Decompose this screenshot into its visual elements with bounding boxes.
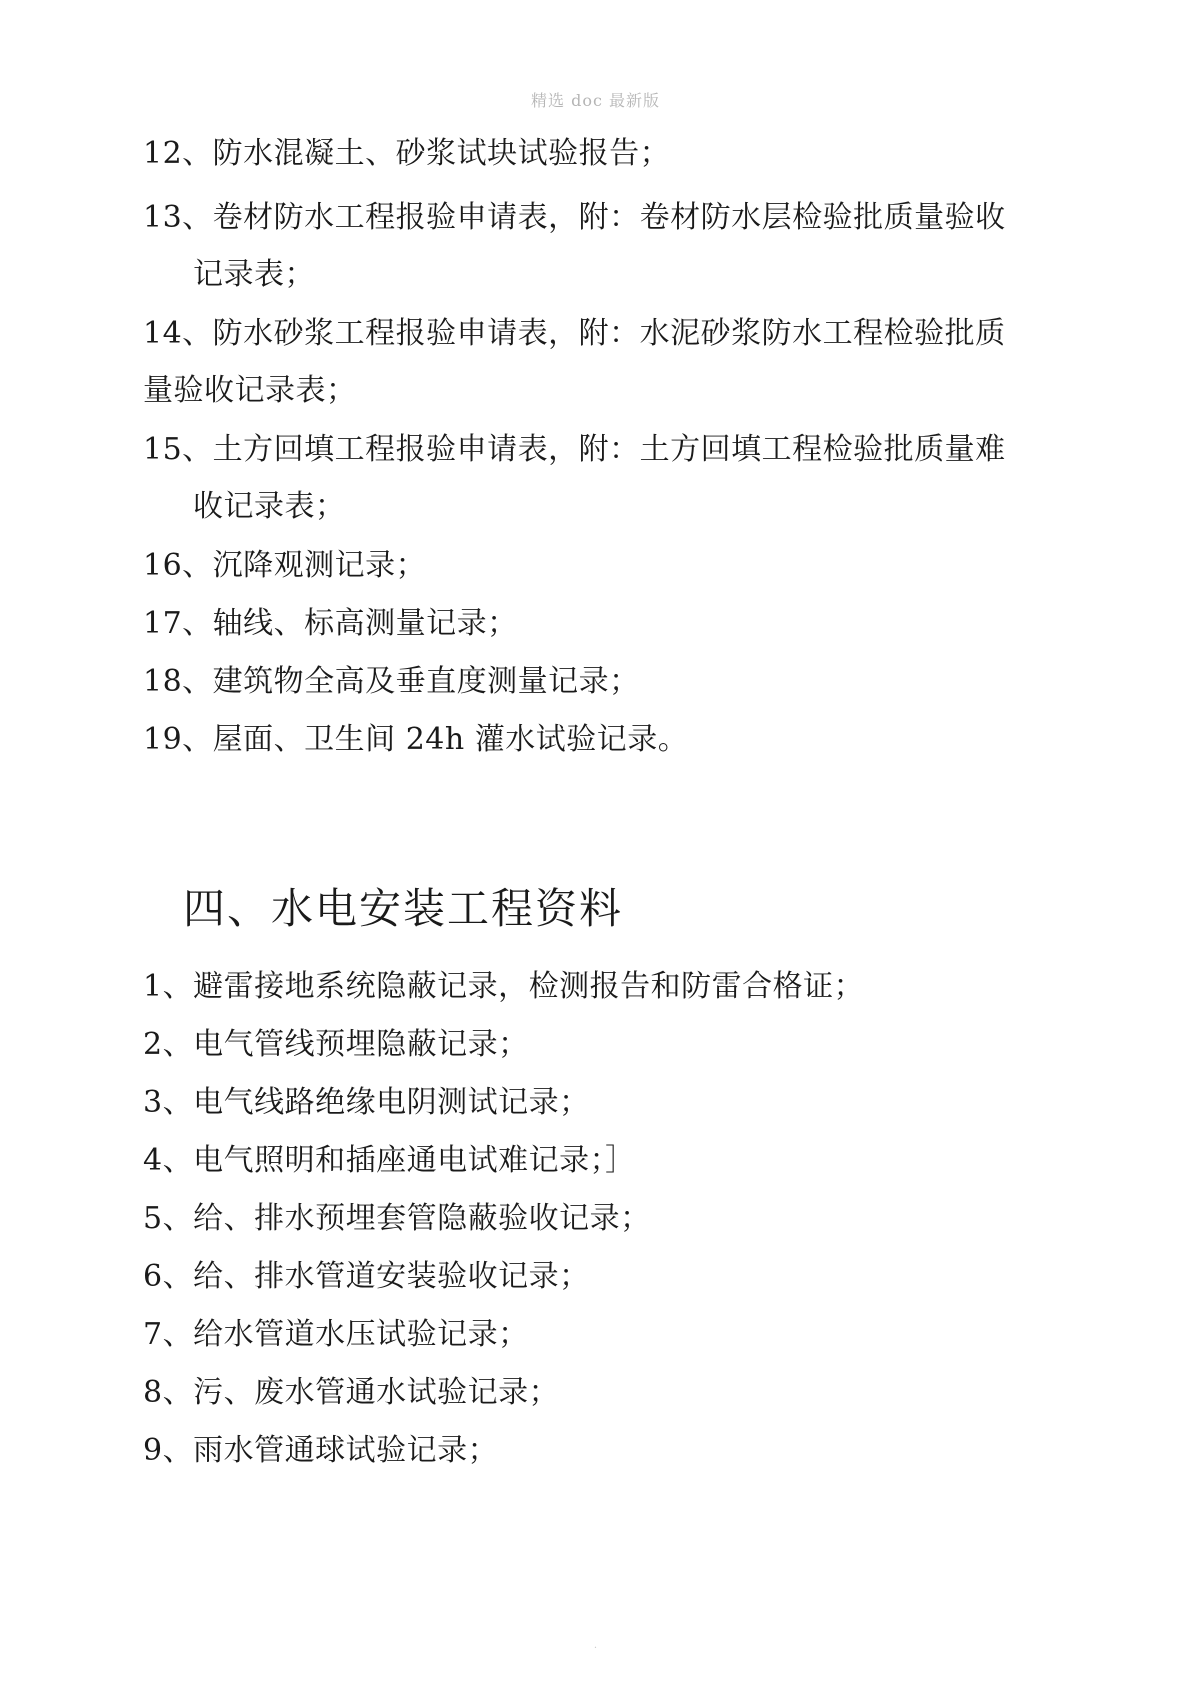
list-item-continuation: 收记录表；: [193, 489, 346, 524]
list-item-14-cont: [143, 359, 1061, 423]
list-item-text: 14、防水砂浆工程报验申请表，附：水泥砂浆防水工程检验批质: [143, 316, 1006, 351]
list-item-13-cont: [143, 243, 1061, 307]
list-item-continuation: 记录表；: [193, 257, 315, 292]
list-item-b5: [143, 1187, 1061, 1251]
list-item-text: 17、轴线、标高测量记录；: [143, 606, 518, 641]
list-item-text: 3、电气线路绝缘电阴测试记录；: [143, 1085, 590, 1120]
list-item-text: 5、给、排水预埋套管隐蔽验收记录；: [143, 1201, 651, 1236]
list-item-15: [143, 418, 1061, 482]
list-item-18: [143, 650, 1061, 714]
list-item-text: 4、电气照明和插座通电试难记录；］: [143, 1143, 636, 1178]
list-item-text: 9、雨水管通球试验记录；: [143, 1433, 499, 1468]
list-item-text: 2、电气管线预埋隐蔽记录；: [143, 1027, 529, 1062]
list-item-12: [143, 122, 1061, 186]
section-heading: 四、水电安装工程资料: [183, 884, 624, 933]
list-item-text: 8、污、废水管通水试验记录；: [143, 1375, 560, 1410]
page-footer: .: [593, 1640, 598, 1651]
list-item-b3: [143, 1071, 1061, 1135]
list-item-19: [143, 708, 1061, 772]
list-item-text: 1、避雷接地系统隐蔽记录，检测报告和防雷合格证；: [143, 969, 865, 1004]
list-item-b8: [143, 1361, 1061, 1425]
list-item-text: 7、给水管道水压试验记录；: [143, 1317, 529, 1352]
page-header: 精选 doc 最新版: [530, 91, 660, 110]
list-item-b6: [143, 1245, 1061, 1309]
list-item-text: 6、给、排水管道安装验收记录；: [143, 1259, 590, 1294]
list-item-text: 13、卷材防水工程报验申请表，附：卷材防水层检验批质量验收: [143, 200, 1006, 235]
list-item-15-cont: [143, 475, 1061, 539]
list-item-text: 19、屋面、卫生间 24h 灌水试验记录。: [143, 722, 689, 757]
list-item-b1: [143, 955, 1061, 1019]
list-item-continuation: 量验收记录表；: [143, 373, 357, 408]
list-item-b9: [143, 1419, 1061, 1483]
list-item-text: 16、沉降观测记录；: [143, 548, 427, 583]
list-item-b7: [143, 1303, 1061, 1367]
list-item-17: [143, 592, 1061, 656]
list-item-text: 12、防水混凝土、砂浆试块试验报告；: [143, 136, 671, 171]
list-item-16: [143, 534, 1061, 598]
list-item-13: [143, 186, 1061, 250]
list-item-b4: [143, 1129, 1061, 1193]
list-item-14: [143, 302, 1061, 366]
list-item-text: 18、建筑物全高及垂直度测量记录；: [143, 664, 640, 699]
list-item-text: 15、土方回填工程报验申请表，附：土方回填工程检验批质量难: [143, 432, 1006, 467]
list-item-b2: [143, 1013, 1061, 1077]
